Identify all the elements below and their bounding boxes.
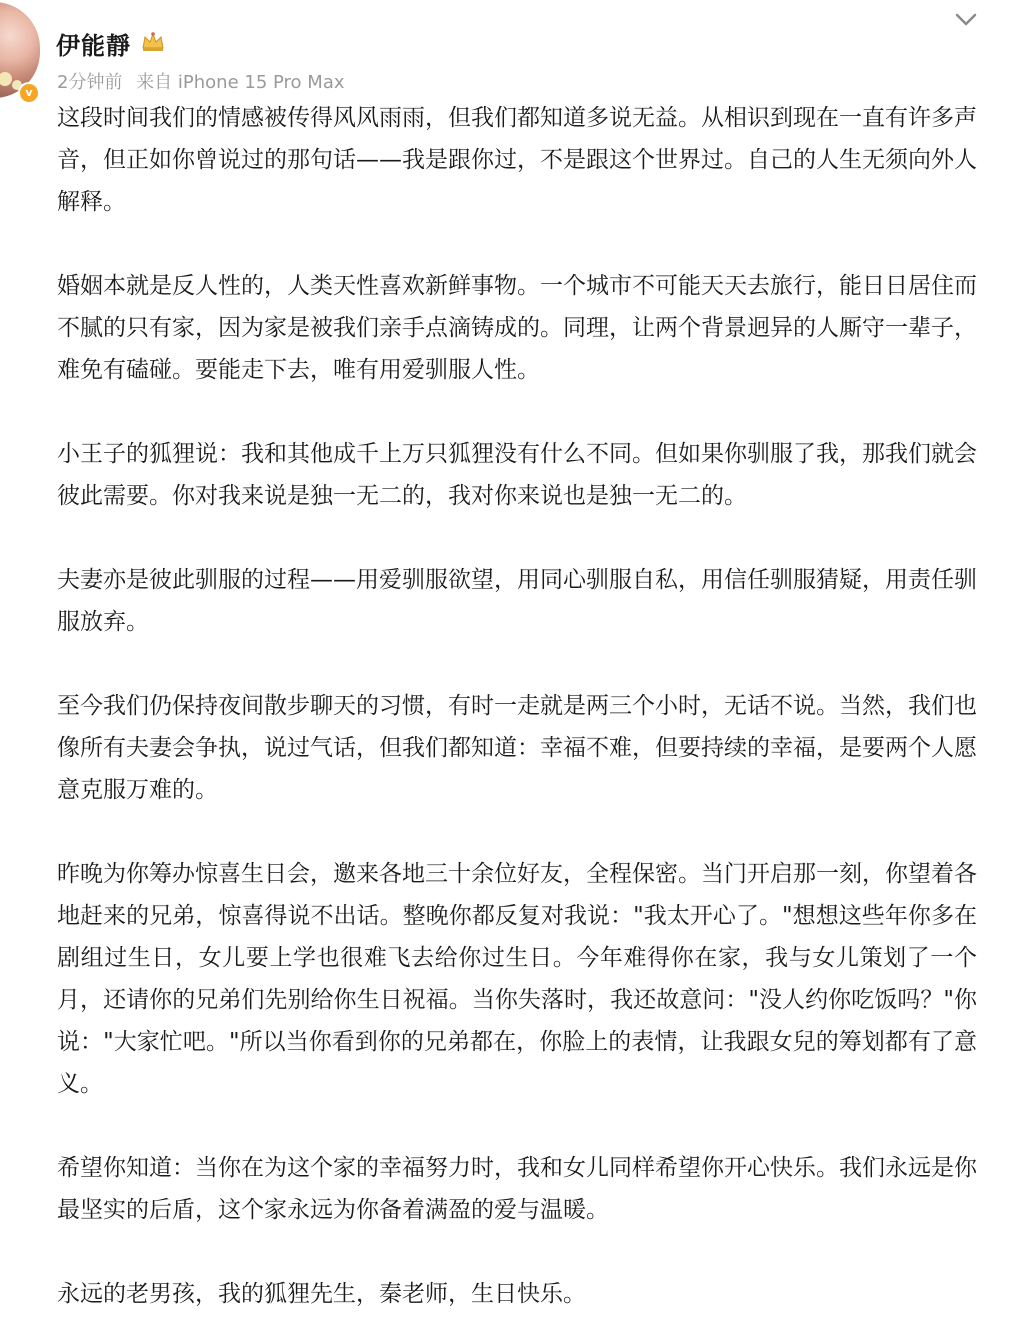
username[interactable]: 伊能靜 [56, 32, 131, 60]
post-source: 来自 iPhone 15 Pro Max [136, 72, 345, 93]
post-paragraph: 婚姻本就是反人性的，人类天性喜欢新鲜事物。一个城市不可能天天去旅行，能日日居住而不腻的只有家，因为家是被我们亲手点滴铸成的。同理，让两个背景迥异的人厮守一辈子，难免有磕碰。要能走下去，唯有用爱驯服人性。 [57, 273, 977, 383]
post-body [57, 97, 977, 1315]
crown-icon [140, 28, 166, 54]
post-paragraph: 这段时间我们的情感被传得风风雨雨，但我们都知道多说无益。从相识到现在一直有许多声音，但正如你曾说过的那句话——我是跟你过，不是跟这个世界过。自己的人生无须向外人解释。 [57, 105, 977, 215]
post-paragraph: 昨晚为你筹办惊喜生日会，邀来各地三十余位好友，全程保密。当门开启那一刻，你望着各地赶来的兄弟，惊喜得说不出话。整晚你都反复对我说："我太开心了。"想想这些年你多在剧组过生日，女儿要上学也很难飞去给你过生日。今年难得你在家，我与女儿策划了一个月，还请你的兄弟们先别给你生日祝福。当你失落时，我还故意问："没人约你吃饭吗？"你说："大家忙吧。"所以当你看到你的兄弟都在，你脸上的表情，让我跟女兒的筹划都有了意义。 [57, 861, 977, 1097]
verified-badge-icon: v [18, 82, 40, 104]
post-paragraph: 至今我们仍保持夜间散步聊天的习惯，有时一走就是两三个小时，无话不说。当然，我们也像所有夫妻会争执，说过气话，但我们都知道：幸福不难，但要持续的幸福，是要两个人愿意克服万难的。 [57, 693, 977, 803]
post-paragraph: 永远的老男孩，我的狐狸先生，秦老师，生日快乐。 [57, 1281, 586, 1307]
post-header [0, 0, 1009, 100]
post-paragraph: 希望你知道：当你在为这个家的幸福努力时，我和女儿同样希望你开心快乐。我们永远是你最坚实的后盾，这个家永远为你备着满盈的爱与温暖。 [57, 1155, 977, 1223]
post-paragraph: 夫妻亦是彼此驯服的过程——用爱驯服欲望，用同心驯服自私，用信任驯服猜疑，用责任驯服放弃。 [57, 567, 977, 635]
avatar-container[interactable] [0, 2, 42, 98]
avatar-flower-decoration [0, 72, 12, 86]
post-time: 2分钟前 [57, 72, 123, 93]
post-meta [57, 68, 353, 94]
chevron-down-icon[interactable] [954, 10, 978, 30]
post-paragraph: 小王子的狐狸说：我和其他成千上万只狐狸没有什么不同。但如果你驯服了我，那我们就会彼此需要。你对我来说是独一无二的，我对你来说也是独一无二的。 [57, 441, 977, 509]
